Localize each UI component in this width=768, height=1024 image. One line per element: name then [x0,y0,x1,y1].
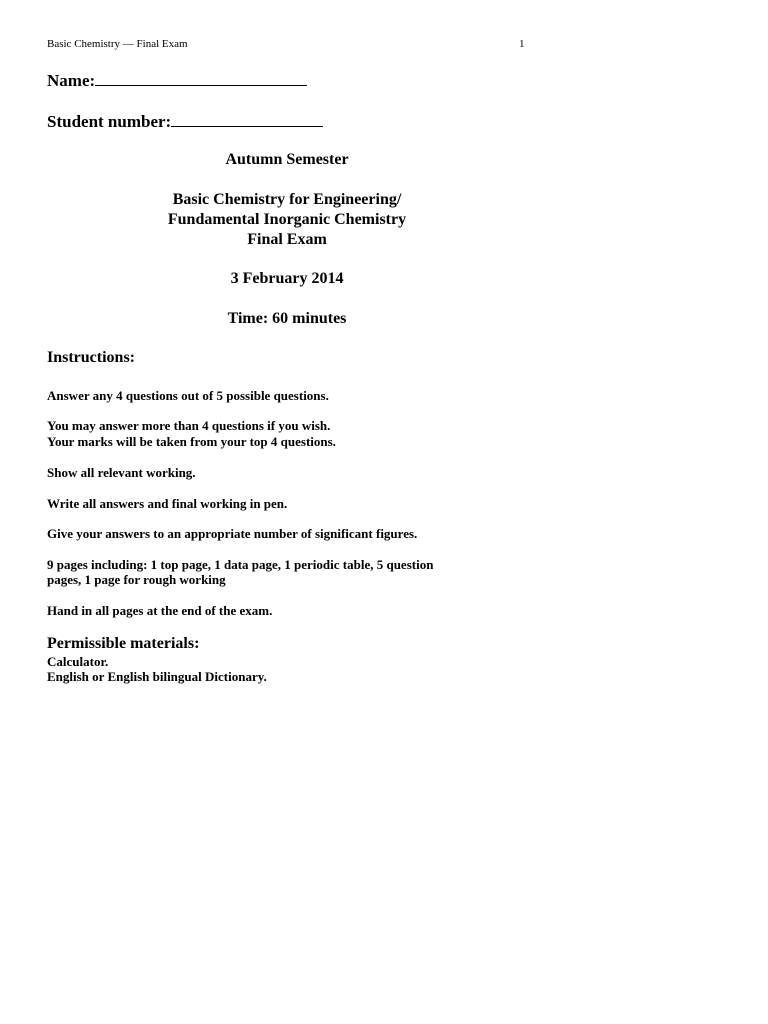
instruction-hand-in: Hand in all pages at the end of the exam. [47,603,273,618]
instruction-working: Show all relevant working. [47,465,196,480]
course-title-line1: Basic Chemistry for Engineering/ [172,191,402,208]
materials-heading: Permissible materials: [47,635,200,652]
name-label: Name: [47,71,96,90]
instructions-heading: Instructions: [47,349,136,366]
semester-title: Autumn Semester [225,151,349,168]
student-number-label: Student number: [47,112,172,131]
exam-title: Final Exam [247,231,327,248]
student-number-blank-line [171,112,323,127]
material-dictionary: English or English bilingual Dictionary. [47,669,267,684]
instruction-pen: Write all answers and final working in pen. [47,496,288,511]
instruction-sig-figs: Give your answers to an appropriate number of significant figures. [47,526,418,541]
header-title: Basic Chemistry — Final Exam [47,38,188,50]
student-number-field [47,112,323,132]
exam-time: Time: 60 minutes [227,310,347,327]
name-field [47,71,307,91]
instruction-pages-line2: pages, 1 page for rough working [47,572,226,587]
instruction-pages-line1: 9 pages including: 1 top page, 1 data page, 1 periodic table, 5 question [47,557,434,572]
course-title-line2: Fundamental Inorganic Chemistry [167,211,407,228]
instruction-more-line1: You may answer more than 4 questions if you wish. [47,418,331,433]
instruction-answer-any: Answer any 4 questions out of 5 possible questions. [47,388,329,403]
instruction-more-line2: Your marks will be taken from your top 4 questions. [47,434,336,449]
material-calculator: Calculator. [47,654,109,669]
exam-date: 3 February 2014 [230,270,344,287]
name-blank-line [95,71,307,86]
header-page-number: 1 [519,38,525,50]
